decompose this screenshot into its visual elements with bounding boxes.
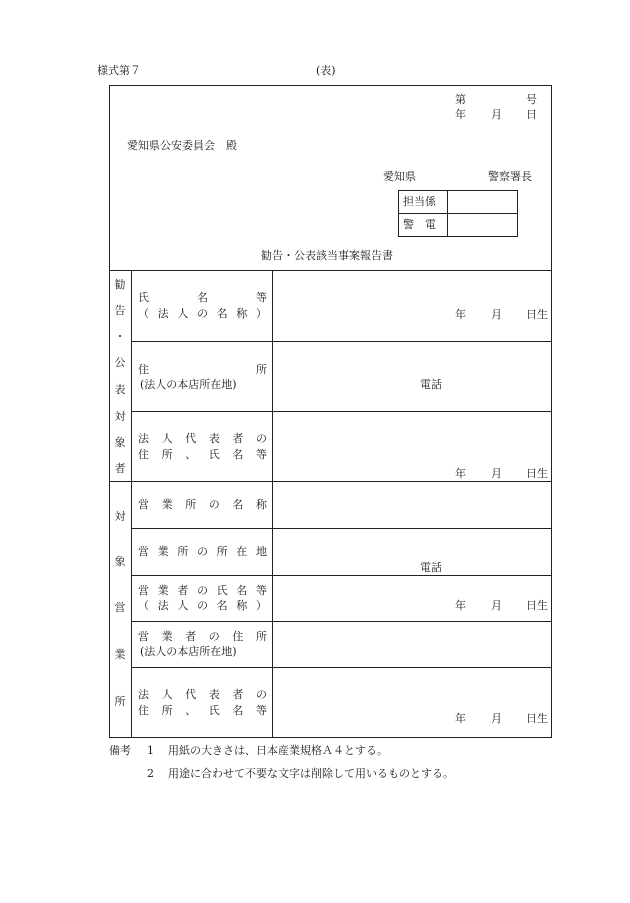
rule-target-row1: [131, 341, 552, 342]
target-label-char: ・: [114, 330, 126, 343]
operator-name-label-line1: 営 業 者 の 氏 名 等: [138, 584, 267, 597]
rule-top-section: [109, 270, 552, 271]
rule-target-row2: [131, 411, 552, 412]
office-label-char: 象: [114, 555, 126, 568]
number-label: 第: [455, 93, 466, 106]
target-label-char: 対: [114, 410, 126, 423]
document-title: 勧告・公表該当事案報告書: [261, 249, 393, 262]
office-rep-label-line2: 住 所 、 氏 名 等: [138, 704, 267, 717]
office-name-field[interactable]: [274, 483, 550, 526]
office-location-field[interactable]: [274, 530, 550, 573]
target-label-char: 象: [114, 436, 126, 449]
date-month: 月: [491, 108, 502, 121]
tanto-value-field[interactable]: [449, 191, 517, 212]
target-address-label-line2: (法人の本店所在地): [140, 378, 237, 391]
note-number: 1: [147, 744, 154, 757]
notes-label: 備考: [109, 744, 131, 757]
office-location-label: 営 業 所 の 所 在 地: [138, 545, 267, 558]
target-label-char: 勧: [114, 278, 126, 291]
operator-birth-month: 月: [491, 599, 502, 612]
sender-prefecture: 愛知県: [383, 170, 416, 183]
target-rep-field[interactable]: [274, 413, 550, 479]
tanto-label: 担当係: [403, 195, 436, 208]
office-rep-birth-year: 年: [455, 712, 466, 725]
rep-birth-year: 年: [455, 467, 466, 480]
operator-birth-year: 年: [455, 599, 466, 612]
office-name-label: 営 業 所 の 名 称: [138, 498, 267, 511]
office-label-char: 業: [114, 648, 126, 661]
office-rep-field[interactable]: [274, 669, 550, 736]
birth-day: 日生: [526, 308, 548, 321]
operator-address-field[interactable]: [274, 623, 550, 665]
number-suffix: 号: [526, 93, 537, 106]
keiden-value-field[interactable]: [449, 214, 517, 236]
birth-year: 年: [455, 308, 466, 321]
rule-sections: [109, 481, 552, 482]
keiden-label: 警 電: [403, 218, 436, 231]
office-rep-birth-day: 日生: [526, 712, 548, 725]
target-label-char: 告: [114, 304, 126, 317]
rule-office-row3: [131, 621, 552, 622]
date-day: 日: [526, 108, 537, 121]
target-label-char: 者: [114, 462, 126, 475]
operator-birth-day: 日生: [526, 599, 548, 612]
operator-address-label-line2: (法人の本店所在地): [140, 645, 237, 658]
office-rep-label-line1: 法 人 代 表 者 の: [138, 688, 267, 701]
target-rep-label-line1: 法 人 代 表 者 の: [138, 432, 267, 445]
note-number: 2: [147, 767, 154, 780]
operator-address-label-line1: 営 業 者 の 住 所: [138, 630, 267, 643]
target-name-label-line1: 氏 名 等: [138, 291, 267, 304]
target-phone-label: 電話: [420, 378, 442, 391]
note-text: 用途に合わせて不要な文字は削除して用いるものとする。: [168, 767, 454, 780]
sender-title: 警察署長: [488, 170, 532, 183]
target-address-field[interactable]: [274, 343, 550, 409]
target-name-label-line2: （ 法 人 の 名 称 ）: [138, 307, 267, 320]
rule-item-column: [272, 270, 273, 738]
office-label-char: 所: [114, 695, 126, 708]
office-label-char: 対: [114, 510, 126, 523]
rule-office-row1: [131, 528, 552, 529]
form-side-label: (表): [316, 64, 336, 77]
target-label-char: 表: [114, 383, 126, 396]
birth-month: 月: [491, 308, 502, 321]
rep-birth-month: 月: [491, 467, 502, 480]
target-address-label-line1: 住 所: [138, 363, 267, 376]
form-number: 様式第７: [97, 64, 141, 77]
rep-birth-day: 日生: [526, 467, 548, 480]
rule-office-row4: [131, 667, 552, 668]
rule-office-row2: [131, 575, 552, 576]
date-year: 年: [455, 108, 466, 121]
operator-name-field[interactable]: [274, 577, 550, 619]
target-name-field[interactable]: [274, 272, 550, 340]
rule-label-column: [131, 270, 132, 738]
contact-table-column: [447, 190, 448, 237]
target-label-char: 公: [114, 356, 126, 369]
office-label-char: 営: [114, 601, 126, 614]
addressee: 愛知県公安委員会 殿: [127, 139, 237, 152]
target-rep-label-line2: 住 所 、 氏 名 等: [138, 448, 267, 461]
operator-name-label-line2: （ 法 人 の 名 称 ）: [138, 599, 267, 612]
office-phone-label: 電話: [420, 561, 442, 574]
office-rep-birth-month: 月: [491, 712, 502, 725]
note-text: 用紙の大きさは、日本産業規格Ａ４とする。: [168, 744, 388, 757]
